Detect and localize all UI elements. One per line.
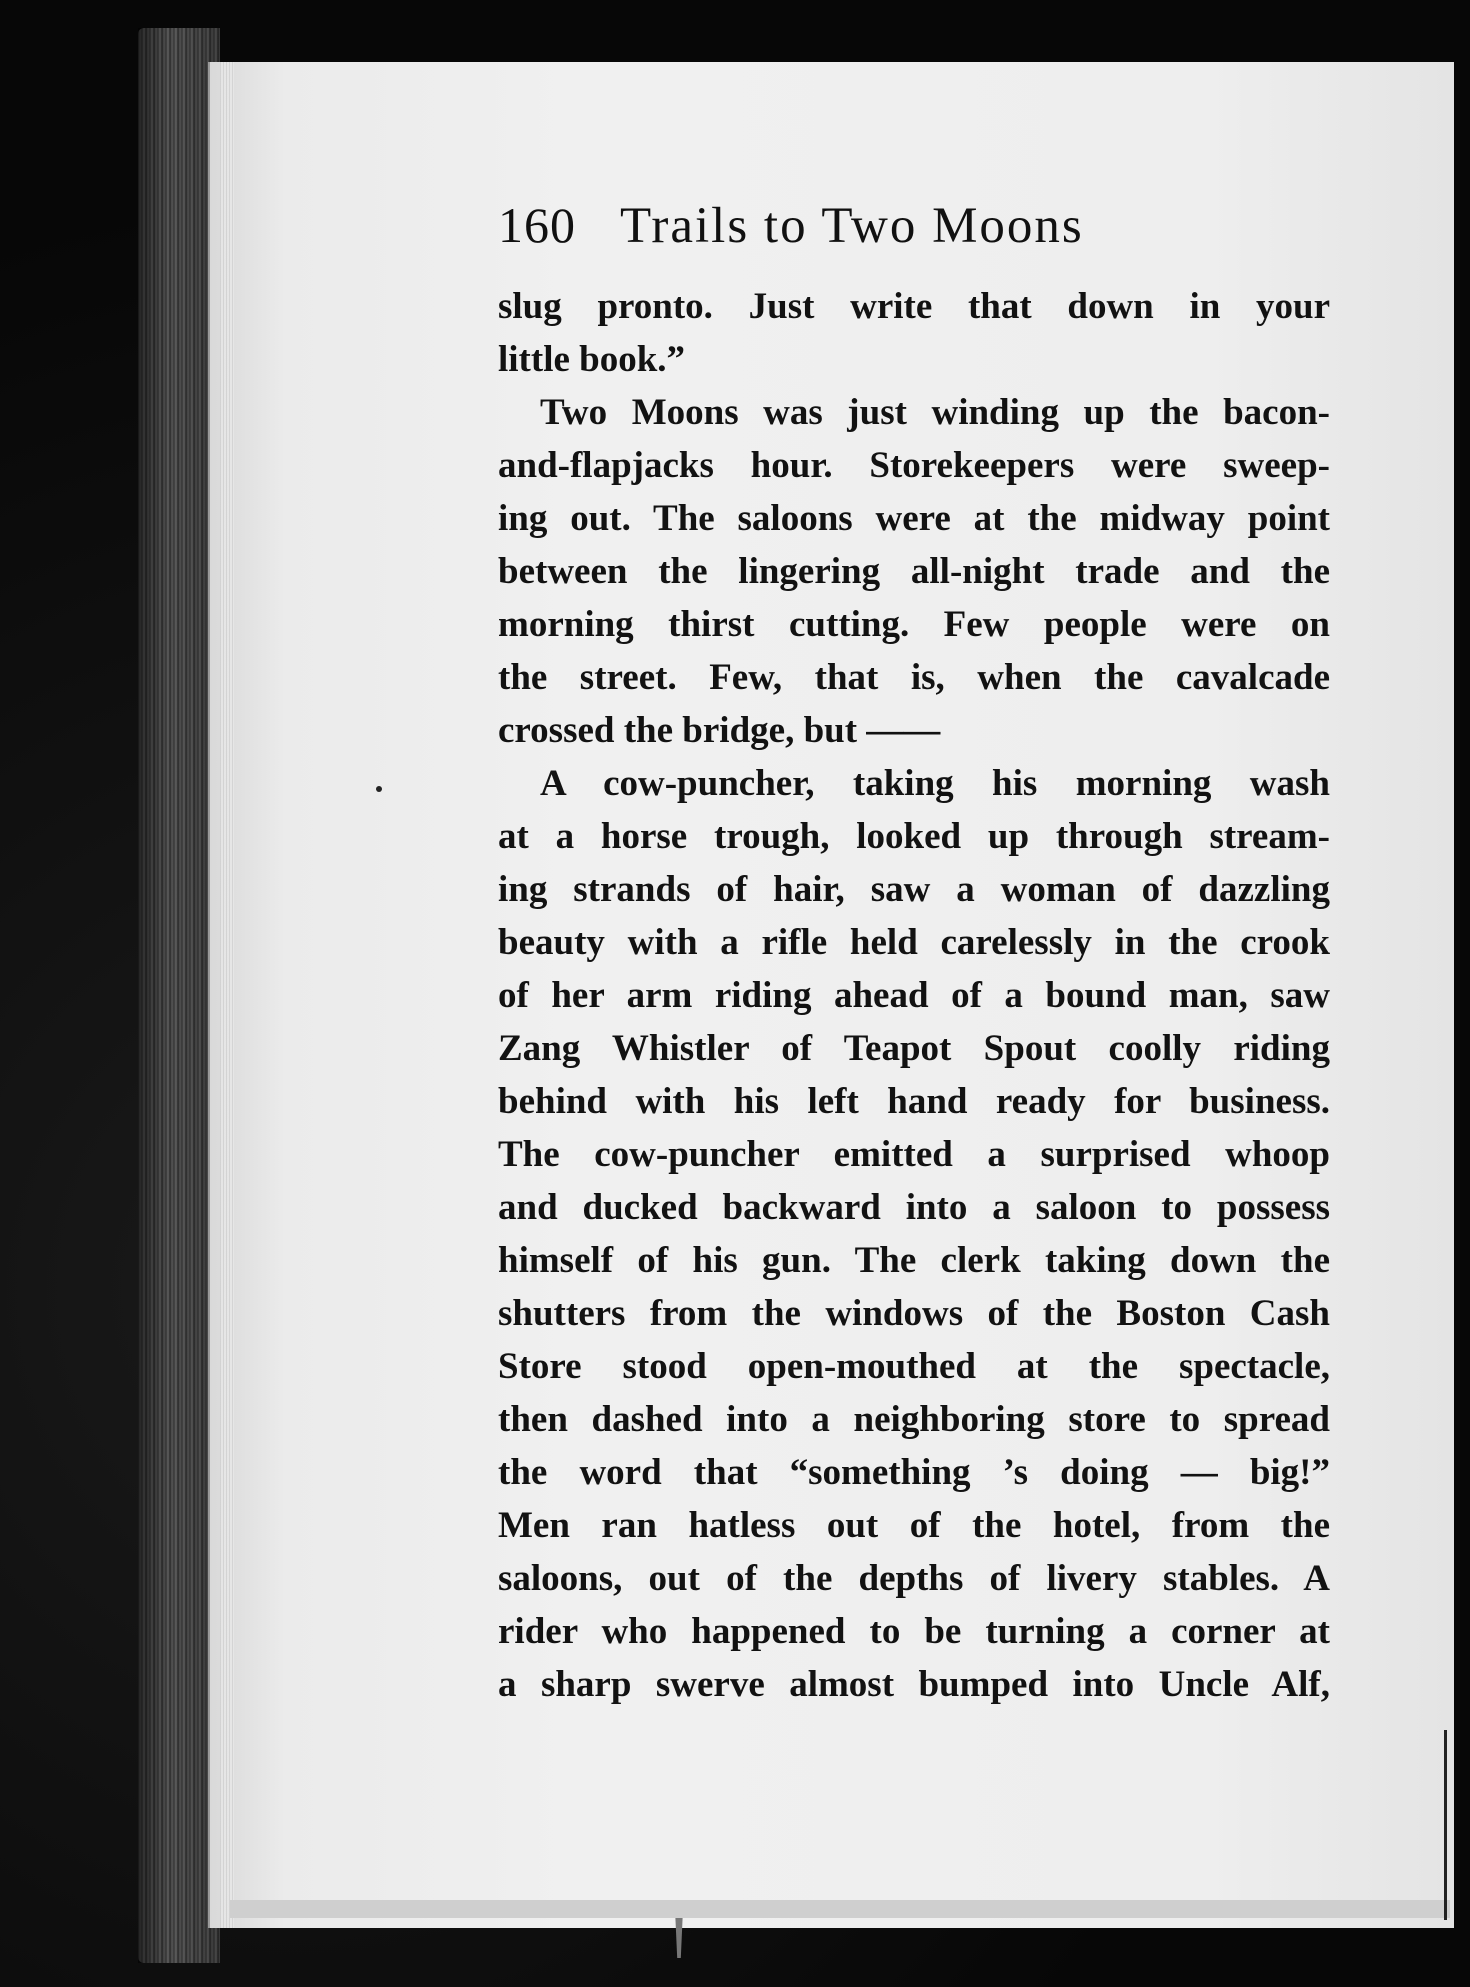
page-right-shadow: [1444, 1730, 1447, 1920]
text-line: rider who happened to be turning a corner at: [498, 1611, 1330, 1652]
text-line: beauty with a rifle held carelessly in the crook: [498, 922, 1330, 963]
text-line: shutters from the windows of the Boston Cash: [498, 1293, 1330, 1334]
text-line: and-flapjacks hour. Storekeepers were sweep-: [498, 445, 1330, 486]
text-line: then dashed into a neighboring store to spread: [498, 1399, 1330, 1440]
text-line: A cow-puncher, taking his morning wash: [540, 763, 1330, 804]
page-bottom-edge: [230, 1900, 1450, 1918]
text-line: a sharp swerve almost bumped into Uncle Alf,: [498, 1664, 1330, 1705]
text-line: the word that “something ’s doing — big!”: [498, 1452, 1330, 1493]
text-line: crossed the bridge, but ——: [498, 710, 941, 751]
text-line: the street. Few, that is, when the cavalcade: [498, 657, 1330, 698]
text-line: and ducked backward into a saloon to possess: [498, 1187, 1330, 1228]
text-line: Store stood open-mouthed at the spectacle,: [498, 1346, 1330, 1387]
body-text: [498, 280, 1330, 1711]
page-number: 160: [498, 197, 576, 253]
text-line: Men ran hatless out of the hotel, from the: [498, 1505, 1330, 1546]
running-header: [498, 196, 1258, 266]
text-line: ing out. The saloons were at the midway point: [498, 498, 1330, 539]
text-line: morning thirst cutting. Few people were on: [498, 604, 1330, 645]
text-line: at a horse trough, looked up through stream-: [498, 816, 1330, 857]
text-line: ing strands of hair, saw a woman of dazzling: [498, 869, 1330, 910]
text-line: slug pronto. Just write that down in your: [498, 286, 1330, 327]
text-line: himself of his gun. The clerk taking down the: [498, 1240, 1330, 1281]
text-line: between the lingering all-night trade and the: [498, 551, 1330, 592]
text-line: Two Moons was just winding up the bacon-: [540, 392, 1330, 433]
text-line: The cow-puncher emitted a surprised whoop: [498, 1134, 1330, 1175]
text-line: behind with his left hand ready for business.: [498, 1081, 1330, 1122]
text-line: Zang Whistler of Teapot Spout coolly riding: [498, 1028, 1330, 1069]
margin-speck: [376, 786, 382, 792]
running-title: Trails to Two Moons: [620, 198, 1084, 254]
text-line: saloons, out of the depths of livery stables. A: [498, 1558, 1330, 1599]
text-line: of her arm riding ahead of a bound man, saw: [498, 975, 1330, 1016]
text-line: little book.”: [498, 339, 686, 380]
